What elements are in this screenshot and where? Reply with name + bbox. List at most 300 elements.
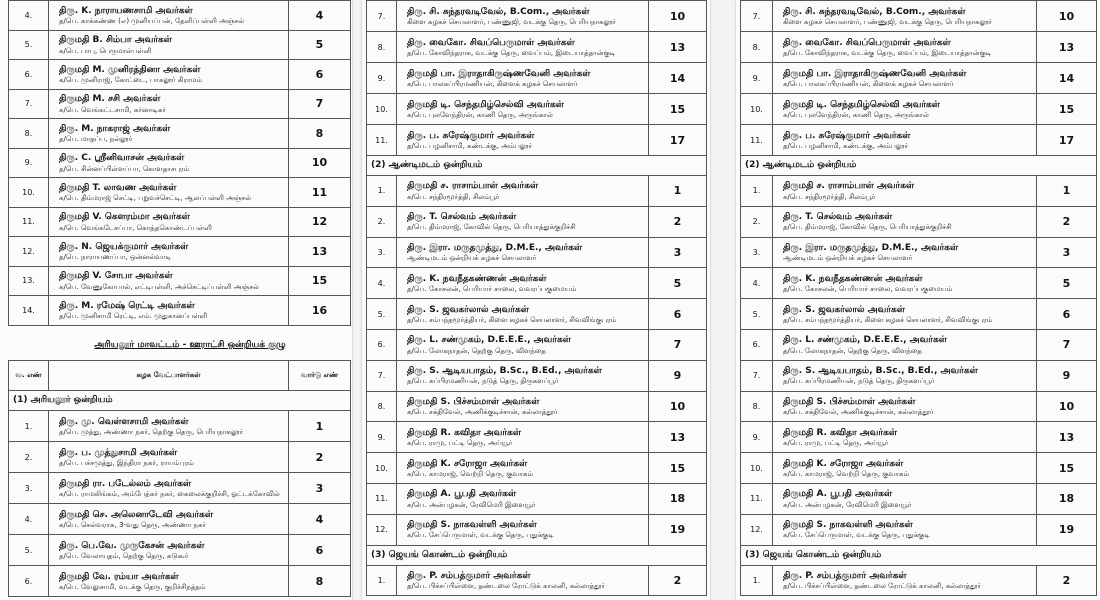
candidate-address: க/பெ. வெங்கட்டசாமி, கர்னாடிகர் — [59, 105, 167, 114]
section-heading: (1) அரியலூர் ஒன்றியம் — [9, 391, 351, 411]
table-row — [9, 1, 351, 31]
candidate-address: த/பெ. பிச்சப்பிள்ளை, தண்டலை ரோட்டுக் காலனி, கல்லாத்தூர் — [407, 581, 606, 590]
ward-number: 1 — [1037, 176, 1097, 207]
candidate-name: திருமதி R. கவிதா அவர்கள் — [407, 427, 522, 438]
candidate-name: திரு. ப. சுரேஷ்குமார் அவர்கள் — [783, 130, 911, 141]
table-row — [741, 565, 1097, 595]
candidate-name: திரு. இரா. மருதமுத்து, D.M.E., அவர்கள் — [407, 242, 583, 253]
candidate-cell — [397, 32, 649, 63]
candidate-address: கிளை கழகச் செயலாளர், பண்ணுஜி, வடக்கு தெரு, பெரியநாகலூர் — [407, 17, 616, 26]
candidate-cell — [773, 32, 1037, 63]
serial-number: 5. — [9, 30, 49, 60]
candidate-cell — [49, 89, 289, 119]
ward-number: 13 — [649, 422, 707, 453]
ward-number: 10 — [649, 1, 707, 32]
serial-number: 7. — [741, 360, 773, 391]
candidate-address: த/பெ. பச்சமுத்து, இந்திரா நகர், ராயம்புரம் — [59, 458, 194, 467]
serial-number: 14. — [9, 296, 49, 326]
ward-number: 19 — [649, 514, 707, 545]
candidate-cell — [49, 207, 289, 237]
ward-number: 5 — [649, 268, 707, 299]
candidate-cell — [397, 206, 649, 237]
serial-number: 12. — [9, 237, 49, 267]
table-row — [9, 237, 351, 267]
candidate-name: திருமதி A. பூபதி அவர்கள் — [407, 489, 517, 500]
candidate-cell — [773, 237, 1037, 268]
ward-number: 2 — [289, 442, 351, 473]
table-row — [9, 178, 351, 208]
serial-number: 9. — [367, 63, 397, 94]
candidate-address: க/பெ. வேலுசாமி, வடக்கு தெரு, குறிச்சிநத்தம் — [59, 582, 206, 591]
serial-number: 3. — [9, 473, 49, 504]
ward-number: 13 — [1037, 422, 1097, 453]
ward-number: 15 — [1037, 453, 1097, 484]
table-row — [741, 422, 1097, 453]
candidate-name: திரு. S. ஜவகர்லால் அவர்கள் — [783, 304, 905, 315]
candidate-address: க/பெ. பாபு, பெருமாள்பள்ளி — [59, 46, 152, 55]
table-row — [9, 504, 351, 535]
ward-number: 1 — [649, 176, 707, 207]
ward-number: 7 — [289, 89, 351, 119]
ward-number: 2 — [649, 206, 707, 237]
candidate-cell — [773, 125, 1037, 156]
table-row — [741, 453, 1097, 484]
candidate-cell — [49, 442, 289, 473]
serial-number: 12. — [367, 514, 397, 545]
candidate-address: த/பெ. சுப்பிரமணியன், நடுத் தெரு, திருகளப்பூர் — [407, 377, 559, 386]
candidate-address: த/பெ. மாதப்ப, நல்லூர் — [59, 135, 133, 143]
candidate-name: திருமதி V. சோபா அவர்கள் — [59, 271, 173, 282]
ward-number: 6 — [649, 299, 707, 330]
candidate-name: திருமதி R. கவிதா அவர்கள் — [783, 427, 898, 438]
header-serial: வ. எண் — [9, 361, 49, 391]
candidate-cell — [397, 565, 649, 595]
table-row — [367, 422, 707, 453]
serial-number: 12. — [741, 514, 773, 545]
candidate-name: திரு. C. ஸ்ரீனிவாசன் அவர்கள் — [59, 153, 185, 164]
candidate-name: திருமதி டி. செந்தமிழ்செல்வி அவர்கள் — [407, 99, 564, 110]
header-candidates: கழக வேட்பாளர்கள் — [49, 361, 289, 391]
ward-number: 17 — [649, 125, 707, 156]
candidate-address: க/பெ. சக்திவேல், அணிக்குடிச்சான், கல்லாத்தூர் — [783, 408, 934, 417]
candidate-name: திரு. S. ஜவகர்லால் அவர்கள் — [407, 304, 529, 315]
candidate-cell — [397, 391, 649, 422]
table-row — [9, 60, 351, 90]
ward-number: 10 — [649, 391, 707, 422]
table-row — [367, 483, 707, 514]
candidate-address: த/பெ. லோகநாதன், தெற்கு தெரு, விளந்தை — [783, 346, 922, 355]
candidate-name: திரு. M. நாகராஜ் அவர்கள் — [59, 123, 171, 134]
table-row — [367, 268, 707, 299]
serial-number: 11. — [9, 207, 49, 237]
candidate-name: திரு. T. செல்வம் அவர்கள் — [407, 212, 517, 223]
candidate-address: க/பெ. சேப்பெருமாள், வடக்கு தெரு, புதுக்குடி — [407, 531, 554, 540]
candidate-address: க/பெ. ராமு, பட்டி தெரு, அய்யூர் — [783, 439, 889, 448]
candidate-address: த/பெ. திம்மராஜ், கோவில் தெரு, பெரியாத்துக்குறிச்சி — [407, 223, 576, 232]
candidate-cell — [773, 422, 1037, 453]
table-row — [9, 473, 351, 504]
candidate-name: திரு. M. ரமேஷ் ரெட்டி அவர்கள் — [59, 300, 195, 311]
serial-number: 8. — [9, 119, 49, 149]
serial-number: 6. — [741, 329, 773, 360]
serial-number: 7. — [9, 89, 49, 119]
ward-number: 7 — [1037, 329, 1097, 360]
candidate-address: த/பெ. சம்பந்தமூர்த்தியர், கிளை கழகச் செயலாளர், சிவவிங்குபுரம் — [407, 315, 617, 324]
candidate-cell — [49, 119, 289, 149]
ward-number: 3 — [1037, 237, 1097, 268]
candidate-cell — [773, 329, 1037, 360]
ward-number: 6 — [289, 535, 351, 566]
candidate-address: க/பெ. அன்பழகன், ரேவிமெரி இளையூர் — [407, 500, 536, 509]
serial-number: 4. — [741, 268, 773, 299]
candidate-address: க/பெ. புலவேந்திரன், காணி தெரு, அருங்கால் — [783, 110, 929, 119]
candidate-name: திரு. ப. சுரேஷ்குமார் அவர்கள் — [407, 130, 535, 141]
table-row — [741, 237, 1097, 268]
candidate-name: திரு. இரா. மருதமுத்து, D.M.E., அவர்கள் — [783, 242, 959, 253]
candidate-address: த/பெ. கோசலன், பெரியார் சாலை, வவரப்பகுமையம் — [407, 285, 577, 294]
candidate-address: க/பெ. சந்திரமூர்த்தி, சிலம்பூர் — [783, 192, 876, 201]
serial-number: 1. — [367, 176, 397, 207]
candidate-cell — [49, 237, 289, 267]
table-row — [367, 299, 707, 330]
table-row — [741, 125, 1097, 156]
candidate-cell — [397, 237, 649, 268]
table-row — [367, 32, 707, 63]
serial-number: 10. — [741, 453, 773, 484]
table-row — [367, 1, 707, 32]
serial-number: 9. — [741, 63, 773, 94]
candidate-name: திரு. T. செல்வம் அவர்கள் — [783, 212, 893, 223]
candidate-name: திரு. S. ஆடியபாதம், B.Sc., B.Ed., அவர்கள் — [783, 366, 978, 377]
serial-number: 6. — [9, 60, 49, 90]
candidate-address: த/பெ. சம்பந்தமூர்த்தியர், கிளை கழகச் செயலாளர், சிவவிங்குபுரம் — [783, 315, 993, 324]
candidate-name: திரு. L. சண்முகம், D.E.E.E., அவர்கள் — [407, 335, 571, 346]
document-page-1 — [0, 0, 352, 600]
serial-number: 11. — [367, 483, 397, 514]
candidate-name: திருமதி K. சரோஜா அவர்கள் — [407, 458, 528, 469]
candidate-address: க/பெ. வேணுகோபால், எட்டிபள்ளி, அச்செட்டிப்பள்ளி அஞ்சல் — [59, 282, 259, 291]
serial-number: 7. — [741, 1, 773, 32]
serial-number: 1. — [741, 565, 773, 595]
candidate-cell — [397, 360, 649, 391]
candidate-name: திருமதி டி. செந்தமிழ்செல்வி அவர்கள் — [783, 99, 940, 110]
candidate-address: த/பெ. முத்து, அண்ணா நகர், தெற்கு தெரு, பெரியநாகலூர் — [59, 427, 244, 436]
ward-number: 4 — [289, 1, 351, 31]
candidate-cell — [773, 206, 1037, 237]
serial-number: 2. — [367, 206, 397, 237]
candidate-name: திருமதி B. சிம்பா அவர்கள் — [59, 35, 172, 46]
table-row — [741, 268, 1097, 299]
serial-number: 11. — [367, 125, 397, 156]
serial-number: 3. — [741, 237, 773, 268]
table-row — [9, 119, 351, 149]
candidate-name: திருமதி K. சரோஜா அவர்கள் — [783, 458, 904, 469]
candidate-cell — [49, 30, 289, 60]
candidate-name: திருமதி M. சசி அவர்கள் — [59, 94, 161, 105]
table-row — [741, 483, 1097, 514]
serial-number: 6. — [367, 329, 397, 360]
ward-number: 3 — [649, 237, 707, 268]
ward-number: 4 — [289, 504, 351, 535]
candidate-name: திரு. K. நவநீதகண்ணன் அவர்கள் — [783, 273, 923, 284]
candidate-address: க/பெ. காமராஜ், வெற்றி தெரு, குவாகம் — [783, 469, 910, 478]
table-row — [367, 391, 707, 422]
serial-number: 7. — [367, 360, 397, 391]
candidate-name: திருமதி T. லாவண அவர்கள் — [59, 182, 177, 193]
ward-number: 5 — [1037, 268, 1097, 299]
ward-number: 9 — [1037, 360, 1097, 391]
ward-number: 18 — [1037, 483, 1097, 514]
serial-number: 2. — [741, 206, 773, 237]
candidate-cell — [773, 63, 1037, 94]
serial-number: 10. — [9, 178, 49, 208]
candidate-cell — [49, 411, 289, 442]
table-row — [367, 176, 707, 207]
table-row — [741, 299, 1097, 330]
candidate-name: திரு. K. நவநீதகண்ணன் அவர்கள் — [407, 273, 547, 284]
serial-number: 10. — [367, 453, 397, 484]
serial-number: 9. — [9, 148, 49, 178]
serial-number: 8. — [367, 32, 397, 63]
ward-number: 15 — [649, 94, 707, 125]
candidate-name: திரு. வைகோ. சிவப்பெருமாள் அவர்கள் — [783, 37, 951, 48]
ward-number: 8 — [289, 119, 351, 149]
district-title: அரியலூர் மாவட்டம் - ஊராட்சி ஒன்றியக் குழு — [94, 340, 286, 350]
candidate-address: க/பெ. பாலசுப்பிரமணியன், கிளைக் கழகச் செயலாளர் — [783, 79, 954, 88]
section-heading: (2) ஆண்டிமடம் ஒன்றியம் — [741, 156, 1097, 176]
ward-number: 10 — [289, 148, 351, 178]
candidate-address: த/பெ. திம்மராஜ், கோவில் தெரு, பெரியாத்துக்குறிச்சி — [783, 223, 952, 232]
candidate-name: திருமதி ச. ராசாம்பாள் அவர்கள் — [783, 181, 915, 192]
candidate-address: த/பெ. முனிசாமி ரெட்டி, எம். முதுகானப்பள்ளி — [59, 312, 208, 320]
candidate-address: த/பெ. பழனிசாமி, கண்டக்கு, அம்பலூர் — [783, 141, 909, 150]
candidate-name: திருமதி S. நாகவள்ளி அவர்கள் — [783, 520, 913, 531]
ward-number: 19 — [1037, 514, 1097, 545]
serial-number: 8. — [741, 391, 773, 422]
table-row — [741, 329, 1097, 360]
serial-number: 9. — [367, 422, 397, 453]
table-row — [367, 237, 707, 268]
candidate-address: கிளை கழகச் செயலாளர், பண்ணுஜி, வடக்கு தெரு, பெரியநாகலூர் — [783, 17, 992, 26]
ward-number: 10 — [1037, 1, 1097, 32]
ward-number: 13 — [649, 32, 707, 63]
candidate-address: த/பெ. சின்னப்பிள்ளப்பா, கொளதாசபுரம் — [59, 164, 190, 173]
serial-number: 10. — [741, 94, 773, 125]
candidate-name: திரு. சி. சுந்தரவடிவேல், B.Com., அவர்கள் — [407, 6, 590, 17]
table-row — [9, 411, 351, 442]
table-row — [9, 442, 351, 473]
candidate-table — [740, 0, 1097, 596]
candidate-name: திரு. S. ஆடியபாதம், B.Sc., B.Ed., அவர்கள் — [407, 366, 602, 377]
candidate-cell — [49, 504, 289, 535]
serial-number: 13. — [9, 266, 49, 296]
candidate-address: த/பெ. லோகநாதன், தெற்கு தெரு, விளந்தை — [407, 346, 546, 355]
table-row — [741, 63, 1097, 94]
candidate-cell — [397, 514, 649, 545]
table-row — [741, 176, 1097, 207]
serial-number: 11. — [741, 125, 773, 156]
candidate-cell — [397, 176, 649, 207]
table-row — [9, 207, 351, 237]
candidate-name: திருமதி பா. இராதாகிருஷ்ணவேனி அவர்கள் — [407, 68, 591, 79]
serial-number: 4. — [9, 1, 49, 31]
candidate-address: த/பெ. நாராயணப்பா, ஒன்னல்வாடி — [59, 253, 172, 261]
candidate-address: க/பெ. திம்மராஜ் செட்டி, பறுவச்செட்டி, ஆலப்பள்ளி அஞ்சல் — [59, 194, 252, 202]
serial-number: 9. — [741, 422, 773, 453]
candidate-cell — [773, 483, 1037, 514]
candidate-cell — [49, 1, 289, 31]
candidate-cell — [49, 60, 289, 90]
ward-number: 2 — [1037, 565, 1097, 595]
candidate-name: திரு. P. சம்பத்குமார் அவர்கள் — [783, 570, 907, 581]
serial-number: 1. — [9, 411, 49, 442]
table-row — [9, 566, 351, 597]
candidate-name: திருமதி S. பிச்சம்மாள் அவர்கள் — [783, 396, 916, 407]
ward-number: 14 — [649, 63, 707, 94]
candidate-cell — [773, 360, 1037, 391]
table-row — [9, 30, 351, 60]
table-row — [741, 94, 1097, 125]
candidate-name: திருமதி M. முனிரத்தினா அவர்கள் — [59, 64, 201, 75]
candidate-name: திருமதி ச. ராசாம்பாள் அவர்கள் — [407, 181, 539, 192]
candidate-name: திருமதி பா. இராதாகிருஷ்ணவேனி அவர்கள் — [783, 68, 967, 79]
candidate-address: த/பெ. வேலாயுதம், தெற்கு தெரு, கடுகூர் — [59, 551, 189, 560]
table-row — [367, 453, 707, 484]
header-ward: வார்டு எண் — [289, 361, 351, 391]
table-row — [367, 63, 707, 94]
candidate-table-ariyalur — [8, 360, 351, 597]
ward-number: 2 — [1037, 206, 1097, 237]
ward-number: 18 — [649, 483, 707, 514]
candidate-name: திருமதி S. பிச்சம்மாள் அவர்கள் — [407, 396, 540, 407]
serial-number: 8. — [367, 391, 397, 422]
candidate-address: க/பெ. புலவேந்திரன், காணி தெரு, அருங்கால் — [407, 110, 553, 119]
candidate-cell — [397, 94, 649, 125]
candidate-address: க/பெ. ராமு, பட்டி தெரு, அய்யூர் — [407, 439, 513, 448]
table-row — [9, 89, 351, 119]
table-row — [741, 32, 1097, 63]
candidate-name: திருமதி ரா. படேல்லம் அவர்கள் — [59, 478, 192, 489]
serial-number: 5. — [9, 535, 49, 566]
ward-number: 10 — [1037, 391, 1097, 422]
candidate-name: திருமதி S. நாகவள்ளி அவர்கள் — [407, 520, 537, 531]
candidate-cell — [49, 566, 289, 597]
ward-number: 1 — [289, 411, 351, 442]
table-row — [367, 514, 707, 545]
candidate-address: ஆண்டிமடம் ஒன்றியக் கழகச் செயலாளர் — [407, 254, 537, 263]
ward-number: 2 — [649, 565, 707, 595]
ward-number: 13 — [289, 237, 351, 267]
candidate-cell — [773, 268, 1037, 299]
candidate-cell — [49, 473, 289, 504]
candidate-cell — [49, 266, 289, 296]
candidate-address: க/பெ. செல்வராசு, 3-வது தெரு, அண்ணா நகர் — [59, 520, 207, 529]
serial-number: 7. — [367, 1, 397, 32]
ward-number: 14 — [1037, 63, 1097, 94]
candidate-name: திருமதி வே. ரம்யா அவர்கள் — [59, 571, 179, 582]
candidate-address: த/பெ. காக்கண்ண (எ) முனியப்பன், தேளிப்பள்ளி அஞ்சல் — [59, 17, 245, 25]
candidate-cell — [773, 94, 1037, 125]
candidate-name: திரு. N. ஜெயக்குமார் அவர்கள் — [59, 241, 189, 252]
table-row — [741, 391, 1097, 422]
ward-number: 6 — [289, 60, 351, 90]
candidate-address: க/பெ. சக்திவேல், அணிக்குடிச்சான், கல்லாத்தூர் — [407, 408, 558, 417]
ward-number: 7 — [649, 329, 707, 360]
candidate-address: த/பெ. பிச்சப்பிள்ளை, தண்டலை ரோட்டுக் காலனி, கல்லாத்தூர் — [783, 581, 982, 590]
ward-number: 13 — [1037, 32, 1097, 63]
candidate-address: த/பெ. சுப்பிரமணியன், நடுத் தெரு, திருகளப்பூர் — [783, 377, 935, 386]
candidate-cell — [773, 453, 1037, 484]
candidate-cell — [397, 125, 649, 156]
ward-number: 16 — [289, 296, 351, 326]
ward-number: 9 — [649, 360, 707, 391]
candidate-cell — [397, 299, 649, 330]
serial-number: 5. — [741, 299, 773, 330]
ward-number: 15 — [1037, 94, 1097, 125]
candidate-address: க/பெ. அன்பழகன், ரேவிமெரி இளையூர் — [783, 500, 912, 509]
serial-number: 11. — [741, 483, 773, 514]
table-row — [367, 565, 707, 595]
candidate-cell — [397, 268, 649, 299]
serial-number: 5. — [367, 299, 397, 330]
candidate-name: திரு. சி. சுந்தரவடிவேல், B.Com., அவர்கள் — [783, 6, 966, 17]
candidate-cell — [397, 422, 649, 453]
candidate-table-top — [8, 0, 351, 326]
candidate-name: திரு. K. நாராயணசாமி அவர்கள் — [59, 5, 193, 16]
candidate-name: திருமதி V. கௌரம்மா அவர்கள் — [59, 212, 190, 223]
candidate-cell — [397, 453, 649, 484]
serial-number: 8. — [741, 32, 773, 63]
candidate-cell — [773, 391, 1037, 422]
candidate-name: திரு. P. சம்பத்குமார் அவர்கள் — [407, 570, 531, 581]
document-page-3 — [736, 0, 1100, 600]
section-heading: (3) ஜெயங் கொண்டம் ஒன்றியம் — [741, 545, 1097, 565]
ward-number: 17 — [1037, 125, 1097, 156]
candidate-name: திரு. மு. வெள்ளசாமி அவர்கள் — [59, 416, 189, 427]
table-row — [367, 206, 707, 237]
candidate-address: க/பெ. ராமலிங்கம், அம்பேத்கர் நகர், கைலைக்குறிச்சி, ஓட்டக்கோவில் — [59, 489, 280, 498]
table-row — [367, 360, 707, 391]
candidate-table — [366, 0, 707, 596]
section-heading: (3) ஜெயங் கொண்டம் ஒன்றியம் — [367, 545, 707, 565]
candidate-address: க/பெ. சந்திரமூர்த்தி, சிலம்பூர் — [407, 192, 500, 201]
ward-number: 15 — [289, 266, 351, 296]
table-row — [9, 296, 351, 326]
candidate-cell — [49, 535, 289, 566]
candidate-cell — [397, 63, 649, 94]
candidate-cell — [773, 176, 1037, 207]
ward-number: 6 — [1037, 299, 1097, 330]
candidate-cell — [397, 483, 649, 514]
table-row — [367, 125, 707, 156]
candidate-cell — [773, 514, 1037, 545]
candidate-cell — [397, 1, 649, 32]
candidate-name: திரு. வைகோ. சிவப்பெருமாள் அவர்கள் — [407, 37, 575, 48]
document-page-2 — [362, 0, 710, 600]
serial-number: 1. — [741, 176, 773, 207]
candidate-address: த/பெ. பழனிசாமி, கண்டக்கு, அம்பலூர் — [407, 141, 533, 150]
table-row — [367, 94, 707, 125]
candidate-address: க/பெ. முனிராஜ், கோட்டை, பாகலூர் கிராமம் — [59, 76, 203, 84]
table-row — [9, 535, 351, 566]
ward-number: 3 — [289, 473, 351, 504]
serial-number: 10. — [367, 94, 397, 125]
serial-number: 4. — [367, 268, 397, 299]
serial-number: 2. — [9, 442, 49, 473]
table-row — [9, 148, 351, 178]
candidate-address: க/பெ. காமராஜ், வெற்றி தெரு, குவாகம் — [407, 469, 534, 478]
section-heading: (2) ஆண்டிமடம் ஒன்றியம் — [367, 156, 707, 176]
